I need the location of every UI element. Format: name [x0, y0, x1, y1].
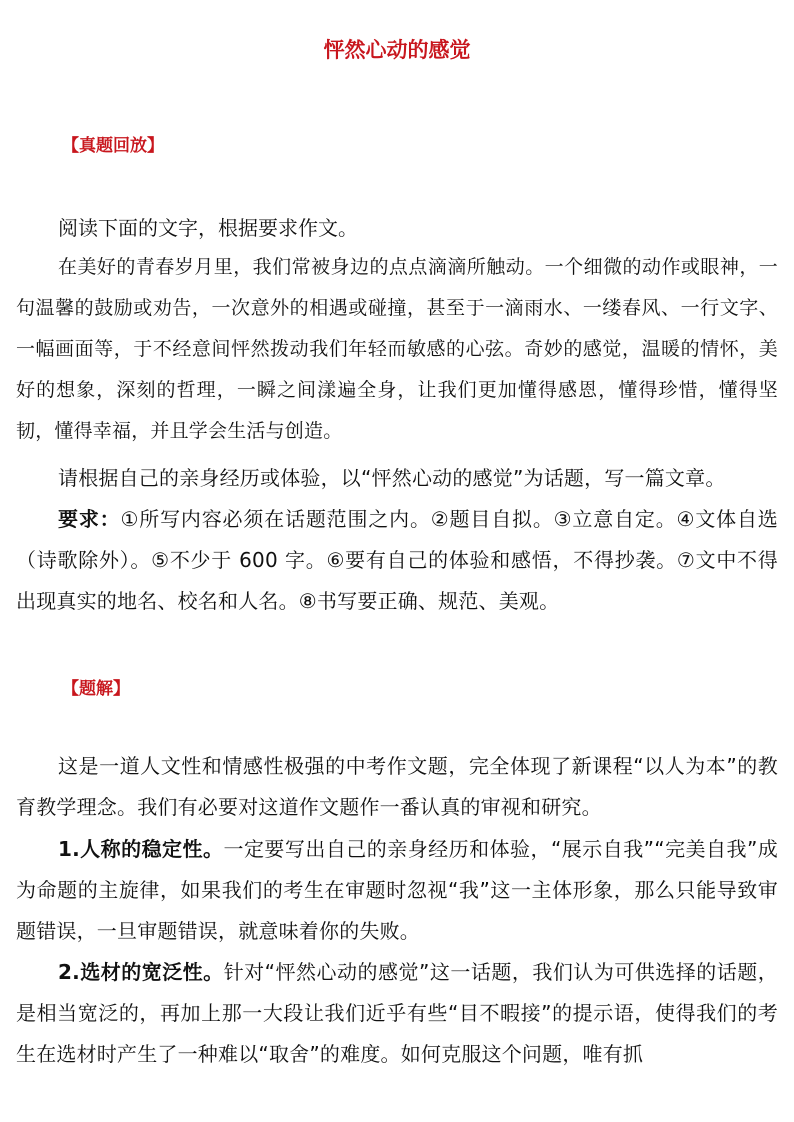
requirements-label: 要求：	[58, 507, 121, 531]
document-title: 怦然心动的感觉	[323, 38, 471, 62]
point-material-label: 2.选材的宽泛性。	[58, 960, 224, 984]
point-person-label: 1.人称的稳定性。	[58, 837, 224, 861]
section-heading-exam: 【真题回放】	[62, 136, 164, 156]
point-material	[16, 952, 778, 1075]
point-person	[16, 829, 778, 952]
point-material-text: 针对“怦然心动的感觉”这一话题，我们认为可供选择的话题，是相当宽泛的，再加上那一大段让我们近乎有些“目不暇接”的提示语，使得我们的考生在选材时产生了一种难以“取舍”的难度。如何克服这个问题，唯有抓	[16, 960, 778, 1066]
analysis-intro: 这是一道人文性和情感性极强的中考作文题，完全体现了新课程“以人为本”的教育教学理念。我们有必要对这道作文题作一番认真的审视和研究。	[16, 754, 778, 819]
requirements-text: ①所写内容必须在话题范围之内。②题目自拟。③立意自定。④文体自选（诗歌除外）。⑤不少于 600 字。⑥要有自己的体验和感悟，不得抄袭。⑦文中不得出现真实的地名、校名和人名。⑧书写要正确、规范、美观。	[16, 507, 778, 613]
task-paragraph: 请根据自己的亲身经历或体验，以“怦然心动的感觉”为话题，写一篇文章。	[58, 466, 726, 490]
intro-line: 阅读下面的文字，根据要求作文。	[58, 216, 358, 240]
point-person-text: 一定要写出自己的亲身经历和体验，“展示自我”“完美自我”成为命题的主旋律，如果我们的考生在审题时忽视“我”这一主体形象，那么只能导致审题错误，一旦审题错误，就意味着你的失败。	[16, 837, 778, 943]
requirements-paragraph	[16, 499, 778, 622]
section-heading-analysis: 【题解】	[62, 679, 130, 699]
prompt-passage: 在美好的青春岁月里，我们常被身边的点点滴滴所触动。一个细微的动作或眼神，一句温馨的鼓励或劝告，一次意外的相遇或碰撞，甚至于一滴雨水、一缕春风、一行文字、一幅画面等，于不经意间怦然拨动我们年轻而敏感的心弦。奇妙的感觉，温暖的情怀，美好的想象，深刻的哲理，一瞬之间漾遍全身，让我们更加懂得感恩，懂得珍惜，懂得坚韧，懂得幸福，并且学会生活与创造。	[16, 256, 778, 442]
